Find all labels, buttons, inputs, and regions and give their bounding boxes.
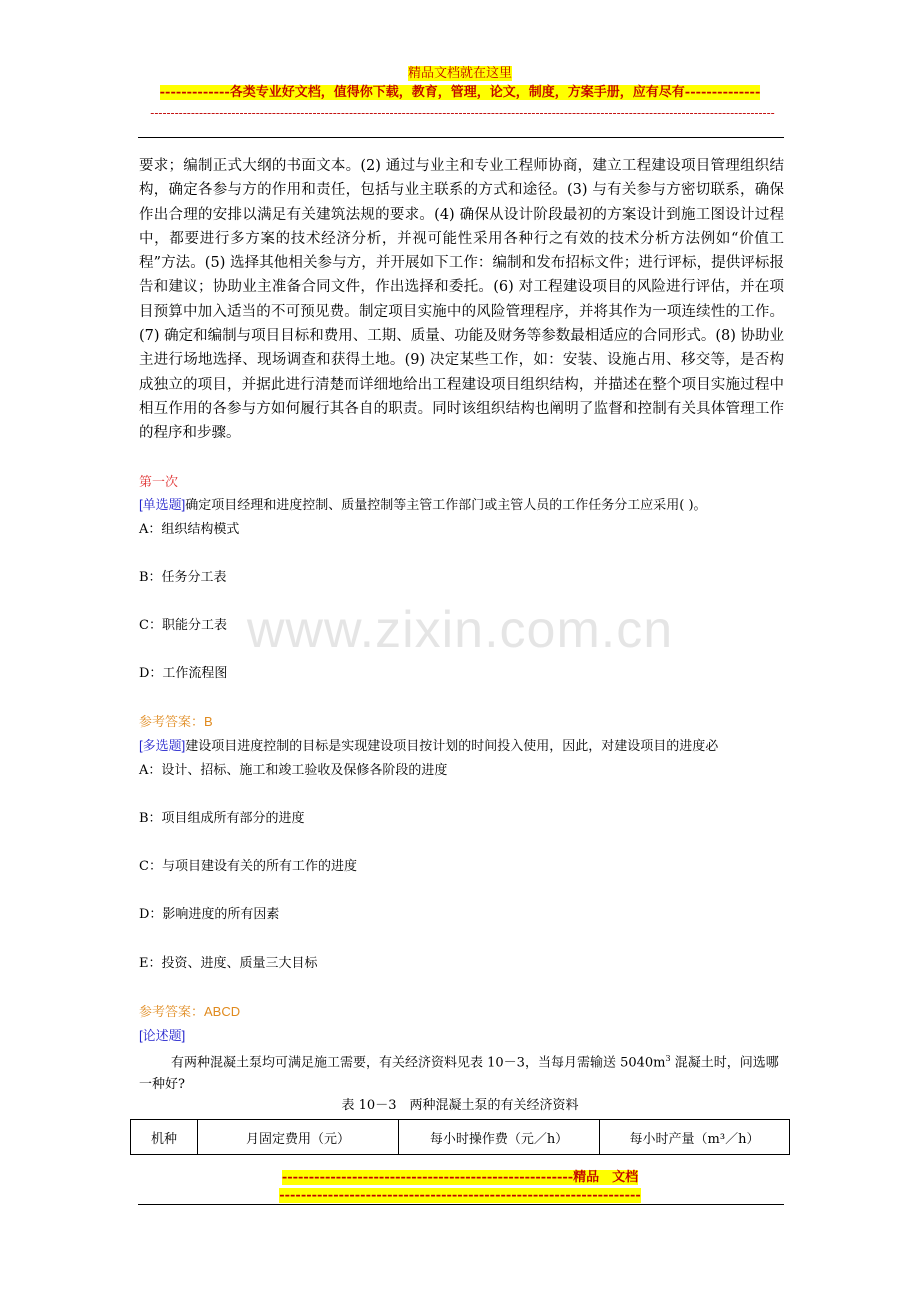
footer-line-1: ------------------------------------------------------精品 文档 <box>281 1170 639 1185</box>
question-1-option-a: A：组织结构模式 <box>139 522 240 537</box>
table-header-cell: 每小时产量（m³／h） <box>600 1120 790 1155</box>
question-3-text-before: 有两种混凝土泵均可满足施工需要，有关经济资料见表 10－3，当每月需输送 5040m <box>171 1055 666 1071</box>
question-2-option-c: C：与项目建设有关的所有工作的进度 <box>139 859 357 874</box>
footer <box>0 1169 920 1205</box>
header-subtitle <box>0 85 920 101</box>
question-1-tag: [单选题] <box>139 497 186 512</box>
data-table <box>130 1119 790 1155</box>
header-subtitle-text: -------------各类专业好文档，值得你下载，教育，管理，论文，制度，方案手册，应有尽有-------------- <box>159 85 761 100</box>
question-3-superscript: 3 <box>665 1054 671 1063</box>
table-header-cell: 每小时操作费（元／h） <box>399 1120 600 1155</box>
question-2-option-a: A：设计、招标、施工和竣工验收及保修各阶段的进度 <box>139 763 448 778</box>
question-1-option-b: B：任务分工表 <box>139 570 227 585</box>
question-3-text <box>139 1048 789 1096</box>
header-divider <box>138 137 784 138</box>
question-2-option-e: E：投资、进度、质量三大目标 <box>139 956 318 971</box>
table-header-cell: 月固定费用（元） <box>198 1120 399 1155</box>
header-title <box>0 66 920 82</box>
question-2-option-d: D：影响进度的所有因素 <box>139 907 280 922</box>
body-paragraph: 要求；编制正式大纲的书面文本。(2) 通过与业主和专业工程师协商，建立工程建设项目管理组织结构，确定各参与方的作用和责任，包括与业主联系的方式和途径。(3) 与有关参与方密切联系，确保作出合理的安排以满足有关建筑法规的要求。(4) 确保从设计阶段最初的方案设计到施工图设计过程中，都要进行多方案的技术经济分析，并视可能性采用各种行之有效的技术分析方法例如“价值工程”方法。(5) 选择其他相关参与方，并开展如下工作：编制和发布招标文件；进行评标，提供评标报告和建议；协助业主准备合同文件，作出选择和委托。(6) 对工程建设项目的风险进行评估，并在项目预算中加入适当的不可预见费。制定项目实施中的风险管理程序，并将其作为一项连续性的工作。(7) 确定和编制与项目目标和费用、工期、质量、功能及财务等参数最相适应的合同形式。(8) 协助业主进行场地选择、现场调查和获得土地。(9) 决定某些工作，如：安装、设施占用、移交等，是否构成独立的项目，并据此进行清楚而详细地给出工程建设项目组织结构，并描述在整个项目实施过程中相互作用的各参与方如何履行其各自的职责。同时该组织结构也阐明了监督和控制有关具体管理工作的程序和步骤。 <box>139 158 784 442</box>
section-label: 第一次 <box>139 474 179 489</box>
question-2-answer: 参考答案：ABCD <box>139 1004 241 1019</box>
footer-line-2: ------------------------------------------------------------------- <box>279 1188 641 1203</box>
question-2-stem <box>139 738 799 755</box>
question-3-text-after: 混凝土时，问选哪一种好? <box>139 1055 779 1093</box>
question-1-answer: 参考答案：B <box>139 714 213 729</box>
header-title-text: 精品文档就在这里 <box>407 66 512 81</box>
header-dash-line: ---------------------------------------------------------------------------------------------------------------------------------------------------------- <box>150 106 775 120</box>
question-1-option-c: C：职能分工表 <box>139 618 227 633</box>
table-caption: 表 10－3 两种混凝土泵的有关经济资料 <box>341 1098 579 1113</box>
question-2-text: 建设项目进度控制的目标是实现建设项目按计划的时间投入使用，因此，对建设项目的进度必 <box>185 739 719 754</box>
question-1-stem <box>139 497 799 514</box>
question-3-tag: [论述题] <box>139 1028 186 1043</box>
watermark-text: www.zixin.com.cn <box>246 601 674 659</box>
question-2-option-b: B：项目组成所有部分的进度 <box>139 811 305 826</box>
footer-divider <box>138 1204 784 1205</box>
question-1-option-d: D：工作流程图 <box>139 666 228 681</box>
table-header-row <box>131 1120 790 1155</box>
question-2-tag: [多选题] <box>139 738 186 753</box>
question-1-text: 确定项目经理和进度控制、质量控制等主管工作部门或主管人员的工作任务分工应采用( )。 <box>185 498 707 513</box>
table-header-cell: 机种 <box>131 1120 198 1155</box>
